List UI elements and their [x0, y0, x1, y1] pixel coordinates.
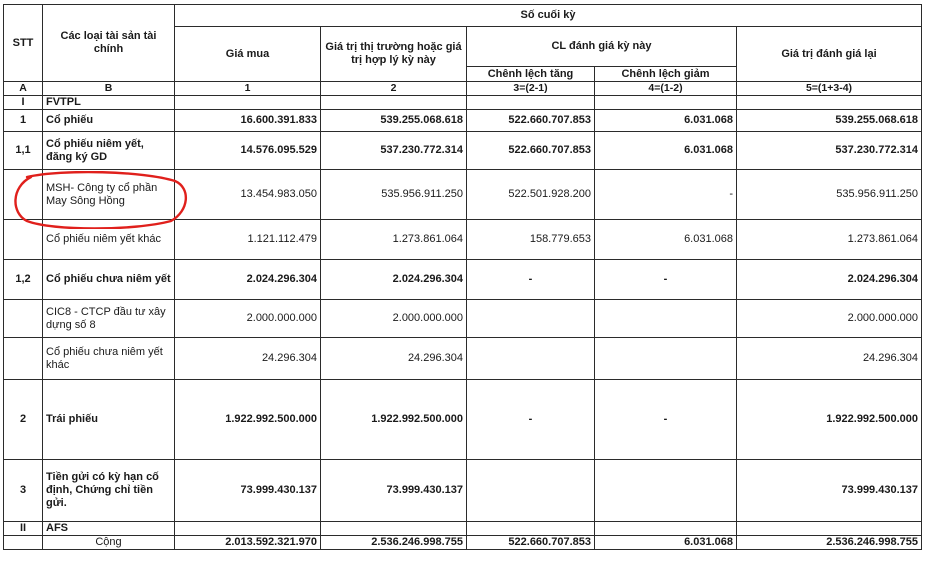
row-revalued — [737, 96, 922, 110]
row-stt: 1,2 — [4, 260, 43, 300]
header-revalued-value: Giá trị đánh giá lại — [737, 27, 922, 82]
row-market-value: 2.024.296.304 — [321, 260, 467, 300]
row-market-value: 1.273.861.064 — [321, 220, 467, 260]
row-name: Tiền gửi có kỳ hạn cố định, Chứng chỉ tiền gửi. — [43, 460, 175, 522]
row-market-value: 24.296.304 — [321, 338, 467, 380]
row-revalued: 539.255.068.618 — [737, 110, 922, 132]
row-purchase-price: 1.922.992.500.000 — [175, 380, 321, 460]
row-decrease — [595, 460, 737, 522]
row-increase: 522.660.707.853 — [467, 132, 595, 170]
header-decrease: Chênh lệch giảm — [595, 67, 737, 82]
index-cell: A — [4, 82, 43, 96]
row-name: MSH- Công ty cổ phần May Sông Hồng — [43, 170, 175, 220]
table-row — [4, 380, 922, 460]
row-revalued: 2.000.000.000 — [737, 300, 922, 338]
row-market-value: 535.956.911.250 — [321, 170, 467, 220]
row-decrease — [595, 522, 737, 536]
table-row — [4, 110, 922, 132]
row-market-value: 2.536.246.998.755 — [321, 536, 467, 550]
row-name: Cộng — [43, 536, 175, 550]
row-name: Cổ phiếu chưa niêm yết — [43, 260, 175, 300]
index-cell: 5=(1+3-4) — [737, 82, 922, 96]
row-name: CIC8 - CTCP đầu tư xây dựng số 8 — [43, 300, 175, 338]
row-market-value: 537.230.772.314 — [321, 132, 467, 170]
row-purchase-price: 24.296.304 — [175, 338, 321, 380]
table-row — [4, 300, 922, 338]
row-stt: II — [4, 522, 43, 536]
row-increase: 522.660.707.853 — [467, 536, 595, 550]
row-decrease — [595, 300, 737, 338]
row-revalued: 1.922.992.500.000 — [737, 380, 922, 460]
row-purchase-price: 16.600.391.833 — [175, 110, 321, 132]
row-increase: 522.660.707.853 — [467, 110, 595, 132]
header-increase: Chênh lệch tăng — [467, 67, 595, 82]
row-purchase-price: 2.024.296.304 — [175, 260, 321, 300]
table-row — [4, 132, 922, 170]
table-row — [4, 220, 922, 260]
row-revalued: 2.536.246.998.755 — [737, 536, 922, 550]
header-revaluation: CL đánh giá kỳ này — [467, 27, 737, 67]
table-row — [4, 170, 922, 220]
row-purchase-price: 2.000.000.000 — [175, 300, 321, 338]
table-row — [4, 338, 922, 380]
row-purchase-price — [175, 96, 321, 110]
row-revalued — [737, 522, 922, 536]
row-name: Trái phiếu — [43, 380, 175, 460]
row-increase — [467, 338, 595, 380]
row-purchase-price: 2.013.592.321.970 — [175, 536, 321, 550]
financial-assets-table — [3, 4, 922, 550]
row-increase: - — [467, 380, 595, 460]
row-revalued: 535.956.911.250 — [737, 170, 922, 220]
row-purchase-price: 73.999.430.137 — [175, 460, 321, 522]
row-decrease: 6.031.068 — [595, 536, 737, 550]
row-increase — [467, 460, 595, 522]
row-stt — [4, 338, 43, 380]
header-market-value: Giá trị thị trường hoặc giá trị hợp lý kỳ này — [321, 27, 467, 82]
index-cell: 3=(2-1) — [467, 82, 595, 96]
row-revalued: 537.230.772.314 — [737, 132, 922, 170]
header-category: Các loại tài sản tài chính — [43, 5, 175, 82]
header-purchase-price: Giá mua — [175, 27, 321, 82]
row-stt — [4, 170, 43, 220]
row-revalued: 2.024.296.304 — [737, 260, 922, 300]
row-increase — [467, 522, 595, 536]
row-decrease: 6.031.068 — [595, 110, 737, 132]
row-decrease: 6.031.068 — [595, 220, 737, 260]
total-row — [4, 536, 922, 550]
row-revalued: 73.999.430.137 — [737, 460, 922, 522]
table-row — [4, 460, 922, 522]
row-stt — [4, 300, 43, 338]
row-stt — [4, 220, 43, 260]
index-cell: 2 — [321, 82, 467, 96]
row-stt — [4, 536, 43, 550]
row-stt: 2 — [4, 380, 43, 460]
row-purchase-price: 13.454.983.050 — [175, 170, 321, 220]
row-name: Cổ phiếu niêm yết, đăng ký GD — [43, 132, 175, 170]
row-stt: 3 — [4, 460, 43, 522]
row-decrease — [595, 96, 737, 110]
header-stt: STT — [4, 5, 43, 82]
column-index-row — [4, 82, 922, 96]
row-increase: - — [467, 260, 595, 300]
row-revalued: 1.273.861.064 — [737, 220, 922, 260]
row-market-value: 1.922.992.500.000 — [321, 380, 467, 460]
table-row — [4, 522, 922, 536]
row-revalued: 24.296.304 — [737, 338, 922, 380]
table-row — [4, 260, 922, 300]
row-decrease: 6.031.068 — [595, 132, 737, 170]
table-row — [4, 96, 922, 110]
index-cell: 1 — [175, 82, 321, 96]
row-stt: 1 — [4, 110, 43, 132]
row-decrease: - — [595, 260, 737, 300]
row-name: Cổ phiếu niêm yết khác — [43, 220, 175, 260]
row-purchase-price — [175, 522, 321, 536]
row-decrease: - — [595, 380, 737, 460]
row-decrease: - — [595, 170, 737, 220]
row-market-value: 73.999.430.137 — [321, 460, 467, 522]
row-market-value: 2.000.000.000 — [321, 300, 467, 338]
row-purchase-price: 14.576.095.529 — [175, 132, 321, 170]
index-cell: 4=(1-2) — [595, 82, 737, 96]
row-decrease — [595, 338, 737, 380]
row-increase: 522.501.928.200 — [467, 170, 595, 220]
index-cell: B — [43, 82, 175, 96]
row-name: AFS — [43, 522, 175, 536]
row-market-value — [321, 522, 467, 536]
row-name: FVTPL — [43, 96, 175, 110]
row-market-value — [321, 96, 467, 110]
row-increase — [467, 96, 595, 110]
row-market-value: 539.255.068.618 — [321, 110, 467, 132]
row-purchase-price: 1.121.112.479 — [175, 220, 321, 260]
row-increase: 158.779.653 — [467, 220, 595, 260]
header-period-end: Số cuối kỳ — [175, 5, 922, 27]
row-name: Cổ phiếu — [43, 110, 175, 132]
row-stt: 1,1 — [4, 132, 43, 170]
row-stt: I — [4, 96, 43, 110]
row-name: Cổ phiếu chưa niêm yết khác — [43, 338, 175, 380]
row-increase — [467, 300, 595, 338]
